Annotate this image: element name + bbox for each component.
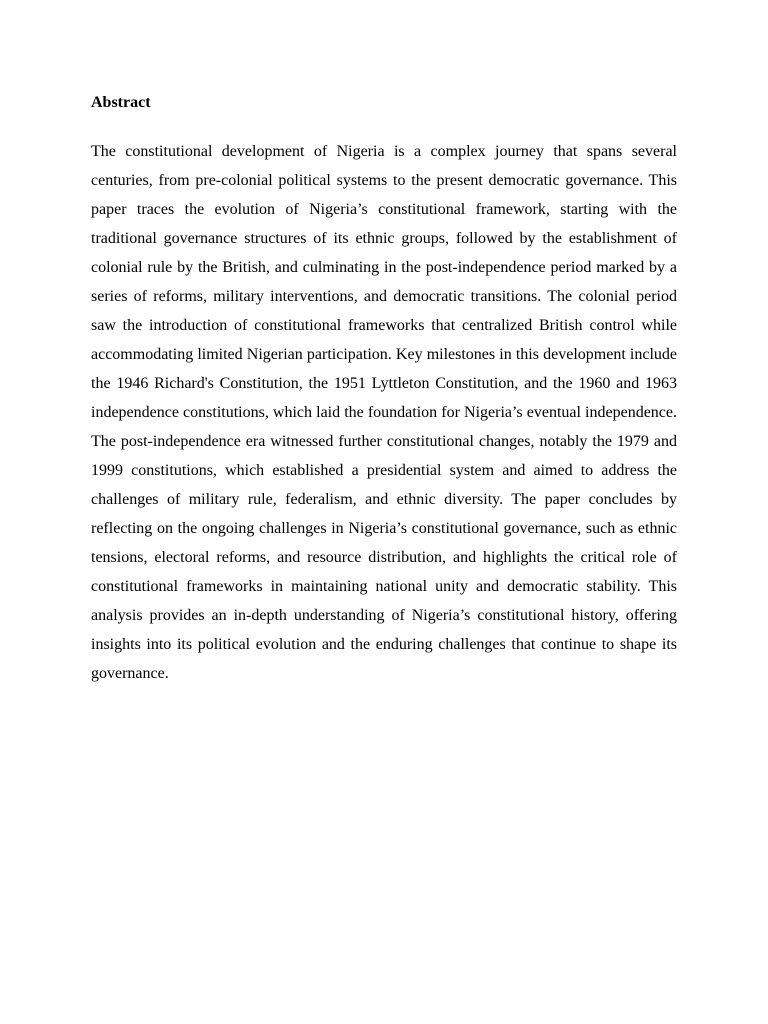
abstract-heading: Abstract xyxy=(91,94,151,111)
abstract-section xyxy=(91,91,677,688)
abstract-paragraph: The constitutional development of Nigeria is a complex journey that spans several centuries, from pre-colonial political systems to the present democratic governance. This paper traces the evolution of Nigeria’s constitutional framework, starting with the traditional governance structures of its ethnic groups, followed by the establishment of colonial rule by the British, and culminating in the post-independence period marked by a series of reforms, military interventions, and democratic transitions. The colonial period saw the introduction of constitutional frameworks that centralized British control while accommodating limited Nigerian participation. Key milestones in this development include the 1946 Richard's Constitution, the 1951 Lyttleton Constitution, and the 1960 and 1963 independence constitutions, which laid the foundation for Nigeria’s eventual independence. The post-independence era witnessed further constitutional changes, notably the 1979 and 1999 constitutions, which established a presidential system and aimed to address the challenges of military rule, federalism, and ethnic diversity. The paper concludes by reflecting on the ongoing challenges in Nigeria’s constitutional governance, such as ethnic tensions, electoral reforms, and resource distribution, and highlights the critical role of constitutional frameworks in maintaining national unity and democratic stability. This analysis provides an in-depth understanding of Nigeria’s constitutional history, offering insights into its political evolution and the enduring challenges that continue to shape its governance. xyxy=(91,143,677,682)
